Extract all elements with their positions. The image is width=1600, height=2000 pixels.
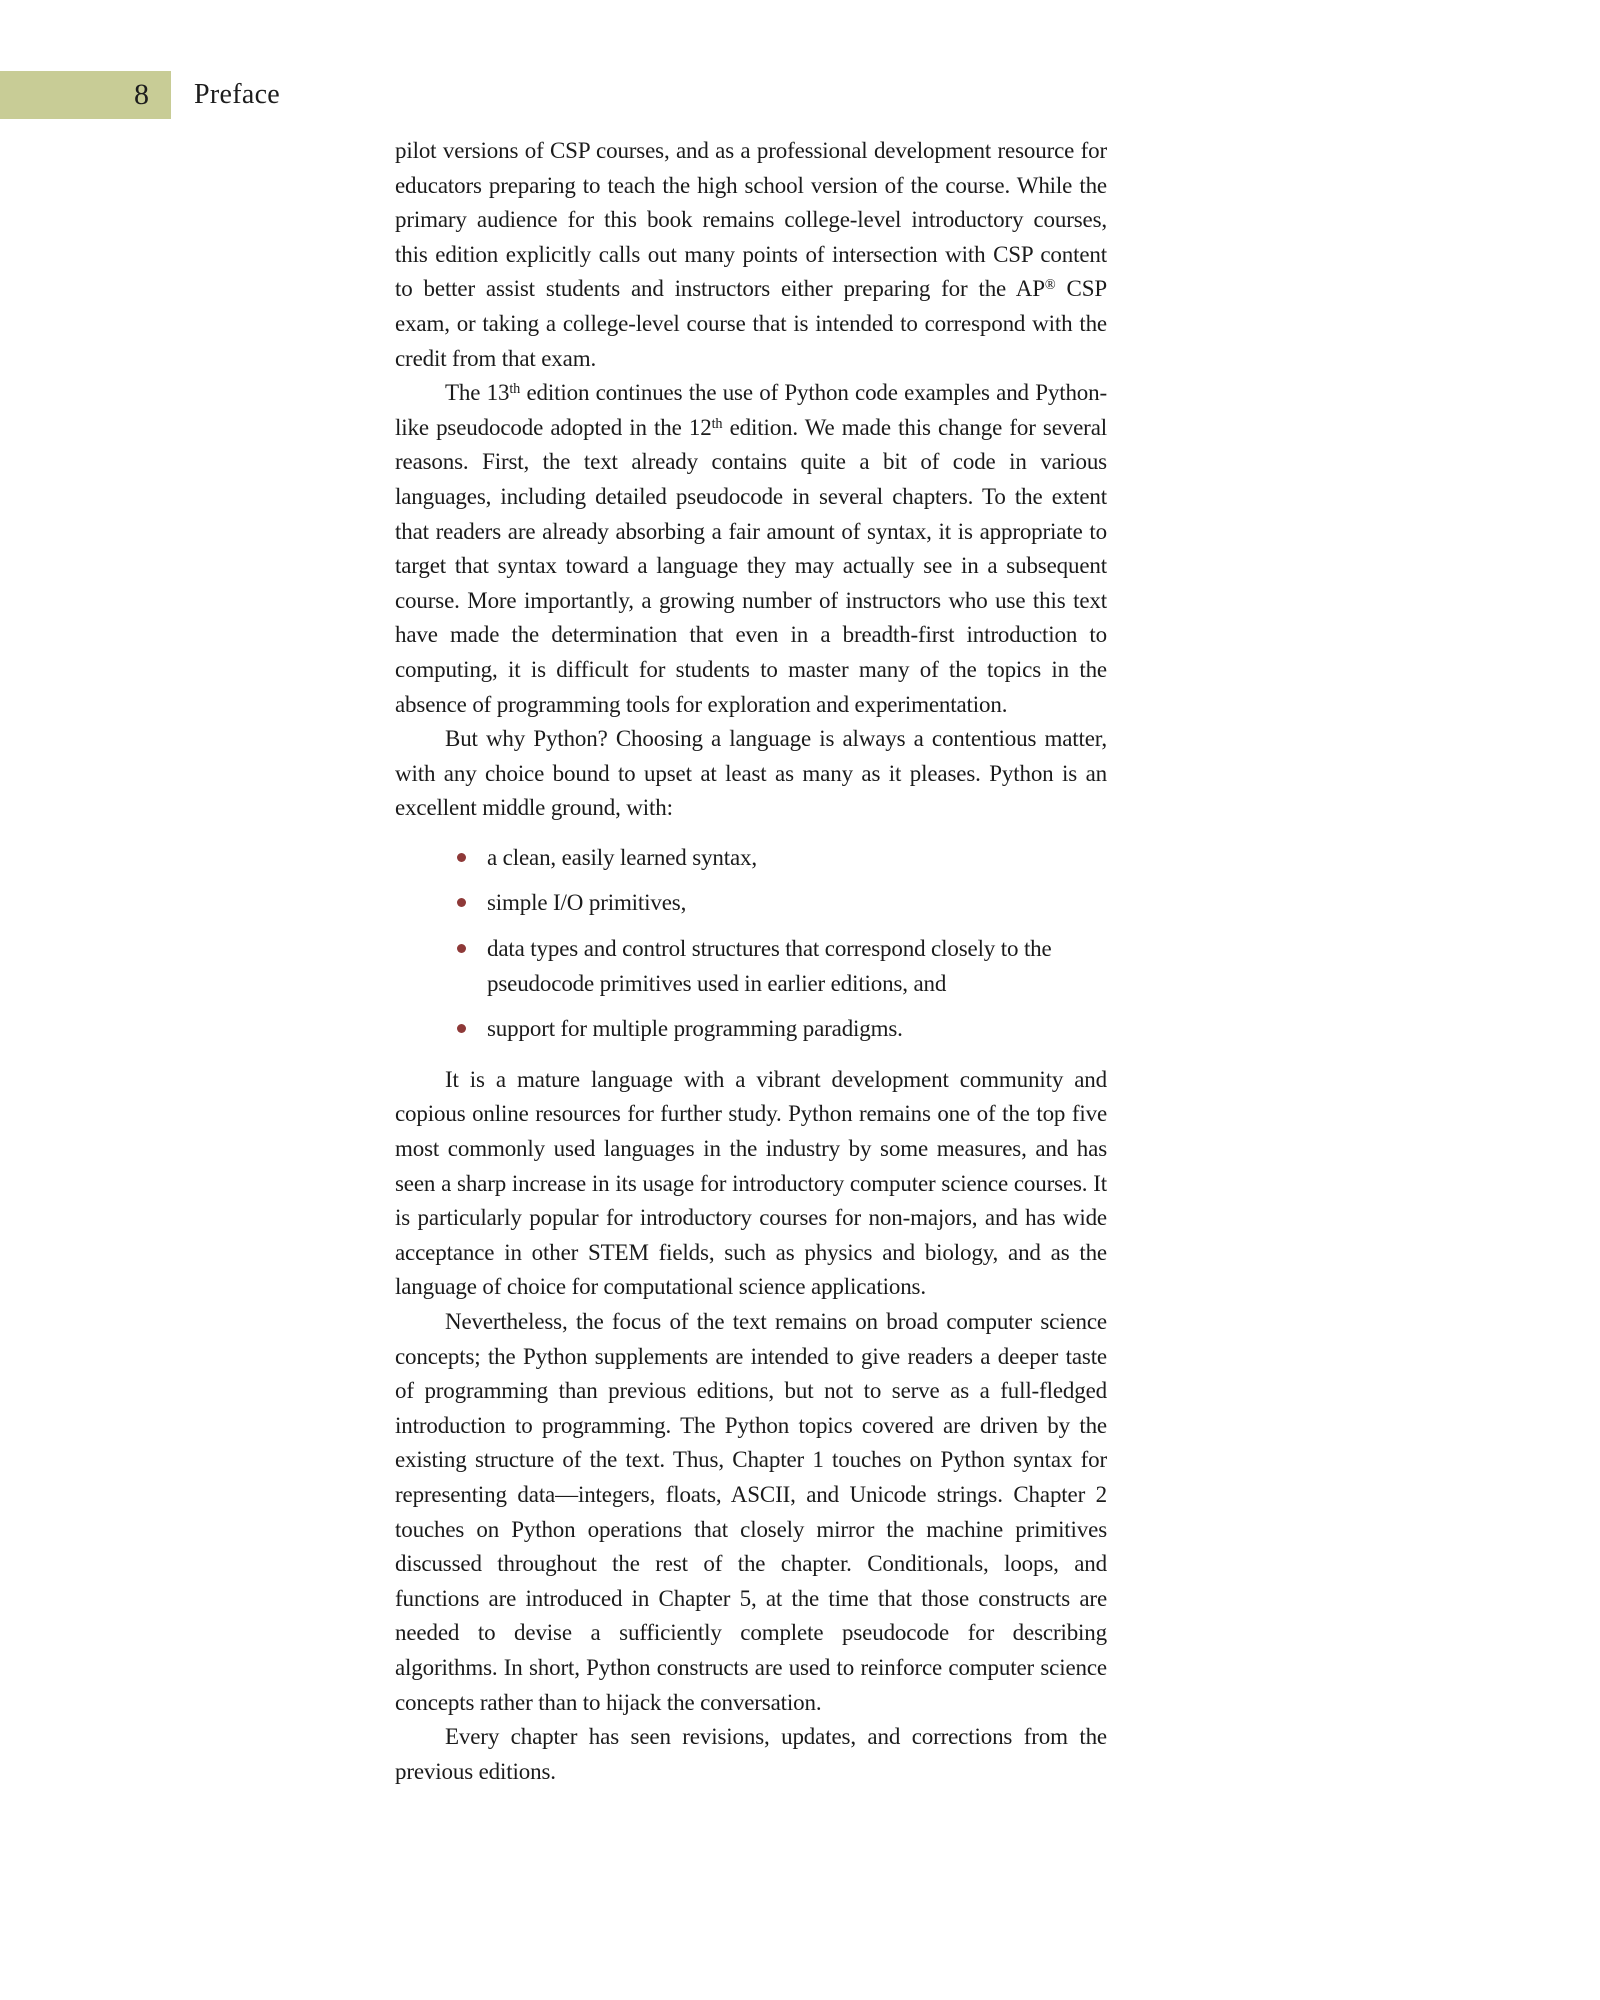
list-item-text: simple I/O primitives,	[487, 890, 687, 916]
bullet-icon	[457, 1024, 466, 1033]
bullet-list	[455, 841, 1107, 1047]
list-item-text: data types and control structures that correspond closely to the pseudocode primitives used in earlier editions, and	[487, 936, 1052, 996]
paragraph: Nevertheless, the focus of the text remains on broad computer science concepts; the Python supplements are intended to give readers a deeper taste of programming than previous editions, but not to serve as a full-fledged introduction to programming. The Python topics covered are driven by the existing structure of the text. Thus, Chapter 1 touches on Python syntax for representing data—integers, floats, ASCII, and Unicode strings. Chapter 2 touches on Python operations that closely mirror the machine primitives discussed throughout the rest of the chapter. Conditionals, loops, and functions are introduced in Chapter 5, at the time that those constructs are needed to devise a sufficiently complete pseudocode for describing algorithms. In short, Python constructs are used to reinforce computer science concepts rather than to hijack the conversation.	[395, 1309, 1107, 1715]
paragraph: It is a mature language with a vibrant development community and copious online resources for further study. Python remains one of the top five most commonly used languages in the industry by some measures, and has seen a sharp increase in its usage for introductory computer science courses. It is particularly popular for introductory courses for non-majors, and has wide acceptance in other STEM fields, such as physics and biology, and as the language of choice for computational science applications.	[395, 1066, 1107, 1300]
section-title: Preface	[194, 79, 281, 110]
bullet-icon	[457, 853, 466, 862]
list-item	[455, 932, 1107, 1001]
paragraph: pilot versions of CSP courses, and as a professional development resource for educators preparing to teach the high school version of the course. While the primary audience for this book remains college-level introductory courses, this edition explicitly calls out many points of intersection with CSP content to better assist students and instructors either preparing for the AP® CSP exam, or taking a college-level course that is intended to correspond with the credit from that exam.	[395, 138, 1107, 371]
superscript: ®	[1044, 277, 1056, 294]
superscript: th	[711, 415, 723, 432]
list-item-text: a clean, easily learned syntax,	[487, 844, 757, 870]
paragraph: The 13th edition continues the use of Python code examples and Python-like pseudocode adopted in the 12th edition. We made this change for several reasons. First, the text already contains quite a bit of code in various languages, including detailed pseudocode in several chapters. To the extent that readers are already absorbing a fair amount of syntax, it is appropriate to target that syntax toward a language they may actually see in a subsequent course. More importantly, a growing number of instructors who use this text have made the determination that even in a breadth-first introduction to computing, it is difficult for students to master many of the topics in the absence of programming tools for exploration and experimentation.	[395, 380, 1108, 717]
list-item	[455, 886, 1107, 921]
list-item	[455, 841, 1107, 876]
bullet-icon	[457, 944, 466, 953]
page-number: 8	[134, 78, 149, 111]
bullet-icon	[457, 898, 466, 907]
paragraph: Every chapter has seen revisions, updates, and corrections from the previous editions.	[395, 1724, 1107, 1784]
paragraph: But why Python? Choosing a language is always a contentious matter, with any choice bound to upset at least as many as it pleases. Python is an excellent middle ground, with:	[395, 726, 1107, 821]
list-item-text: support for multiple programming paradigms.	[487, 1016, 903, 1042]
list-item	[455, 1012, 1107, 1047]
superscript: th	[509, 381, 521, 398]
page-body	[395, 134, 1107, 1789]
chapter-tab	[0, 71, 171, 119]
